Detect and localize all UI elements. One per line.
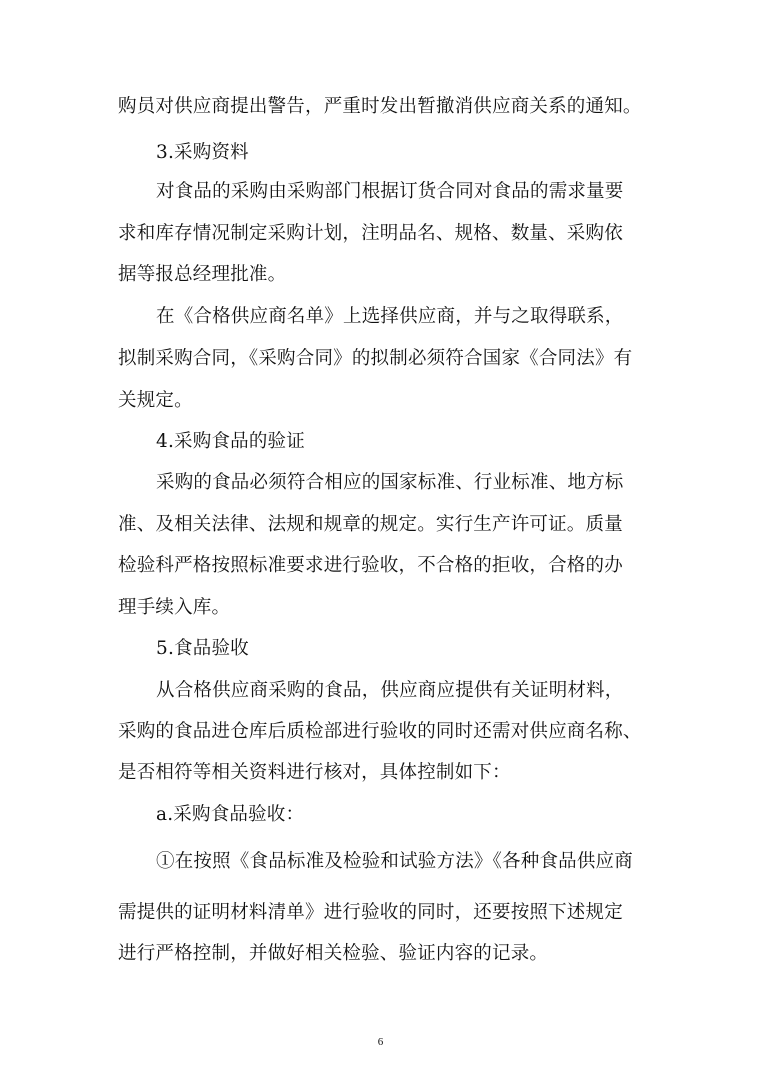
paragraph-line: 对食品的采购由采购部门根据订货合同对食品的需求量要 — [156, 181, 624, 202]
paragraph-line: 检验科严格按照标准要求进行验收，不合格的拒收，合格的办 — [118, 555, 623, 576]
paragraph-line: 准、及相关法律、法规和规章的规定。实行生产许可证。质量 — [118, 514, 623, 535]
paragraph-line: 求和库存情况制定采购计划，注明品名、规格、数量、采购依 — [118, 223, 623, 244]
paragraph-line: 采购的食品必须符合相应的国家标准、行业标准、地方标 — [156, 472, 624, 493]
paragraph-line: 据等报总经理批准。 — [118, 264, 287, 285]
page-number: 6 — [377, 1036, 384, 1048]
paragraph-line: 进行严格控制，并做好相关检验、验证内容的记录。 — [118, 943, 549, 964]
paragraph-line: 购员对供应商提出警告，严重时发出暂撤消供应商关系的通知。 — [118, 96, 642, 117]
paragraph-line: 在《合格供应商名单》上选择供应商，并与之取得联系， — [156, 306, 624, 327]
section-heading: 4.采购食品的验证 — [156, 431, 305, 452]
paragraph-line: 拟制采购合同，《采购合同》的拟制必须符合国家《合同法》有 — [118, 348, 633, 369]
subsection-heading: a.采购食品验收： — [156, 804, 305, 825]
section-heading: 3.采购资料 — [156, 142, 249, 163]
paragraph-line: 理手续入库。 — [118, 597, 231, 618]
paragraph-line: 关规定。 — [118, 390, 193, 411]
paragraph-line: 是否相符等相关资料进行核对，具体控制如下： — [118, 762, 511, 783]
section-heading: 5.食品验收 — [156, 638, 249, 659]
paragraph-line: 从合格供应商采购的食品，供应商应提供有关证明材料， — [156, 680, 624, 701]
paragraph-line: 采购的食品进仓库后质检部进行验收的同时还需对供应商名称、 — [118, 721, 642, 742]
paragraph-line: ①在按照《食品标准及检验和试验方法》《各种食品供应商 — [156, 851, 633, 872]
paragraph-line: 需提供的证明材料清单》进行验收的同时，还要按照下述规定 — [118, 902, 623, 923]
